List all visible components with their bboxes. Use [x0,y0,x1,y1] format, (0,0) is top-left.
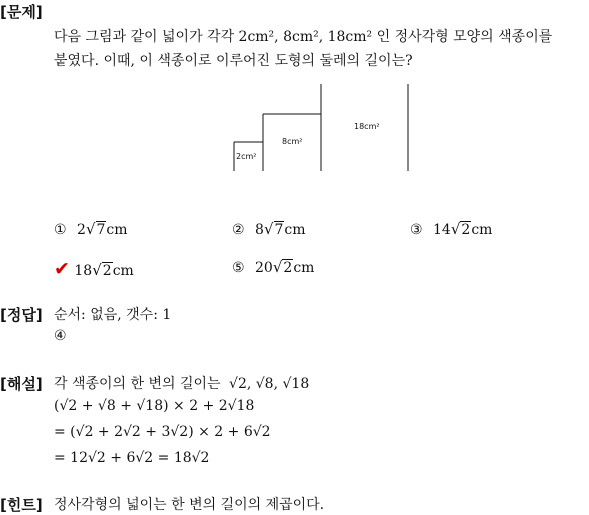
hint-text: 정사각형의 넓이는 한 변의 길이의 제곱이다. [54,497,325,513]
choice-2-number: ② [232,222,245,238]
choice-3[interactable] [410,220,492,238]
choice-2[interactable] [232,220,306,238]
checkmark-icon: ✔ [54,258,70,280]
choice-1-value: 2√7cm [77,220,128,238]
choice-3-number: ③ [410,222,423,238]
answer-meta: 순서: 없음, 갯수: 1 [54,307,172,323]
choice-4-value: 18√2cm [74,261,134,279]
choice-5[interactable] [232,258,314,276]
small-square-label: 2cm² [236,152,257,161]
problem-label: [문제] [0,3,43,21]
choice-5-number: ⑤ [232,260,245,276]
choice-3-value: 14√2cm [433,220,493,238]
solution-line-1-text: 각 색종이의 한 변의 길이는 [54,376,221,392]
solution-line-3: = (√2 + 2√2 + 3√2) × 2 + 6√2 [54,424,271,440]
squares-figure [225,82,425,177]
problem-line-2: 붙였다. 이때, 이 색종이로 이루어진 도형의 둘레의 길이는? [54,53,413,69]
choice-5-value: 20√2cm [255,258,315,276]
choice-1-number: ① [54,222,67,238]
hint-label: [힌트] [0,496,43,514]
large-square-label: 18cm² [354,122,380,131]
medium-square-label: 8cm² [282,137,303,146]
solution-label: [해설] [0,375,43,393]
problem-line-1: 다음 그림과 같이 넓이가 각각 2cm², 8cm², 18cm² 인 정사각형 모양의 색종이를 [54,29,553,45]
choice-4[interactable] [54,258,134,280]
answer-label: [정답] [0,306,43,324]
solution-line-4: = 12√2 + 6√2 = 18√2 [54,450,210,466]
answer-value: ④ [54,328,67,344]
solution-line-2: (√2 + √8 + √18) × 2 + 2√18 [54,398,255,414]
solution-line-1 [54,373,309,393]
choice-2-value: 8√7cm [255,220,306,238]
choice-1[interactable] [54,220,128,238]
solution-line-1-math: √2, √8, √18 [229,376,310,392]
